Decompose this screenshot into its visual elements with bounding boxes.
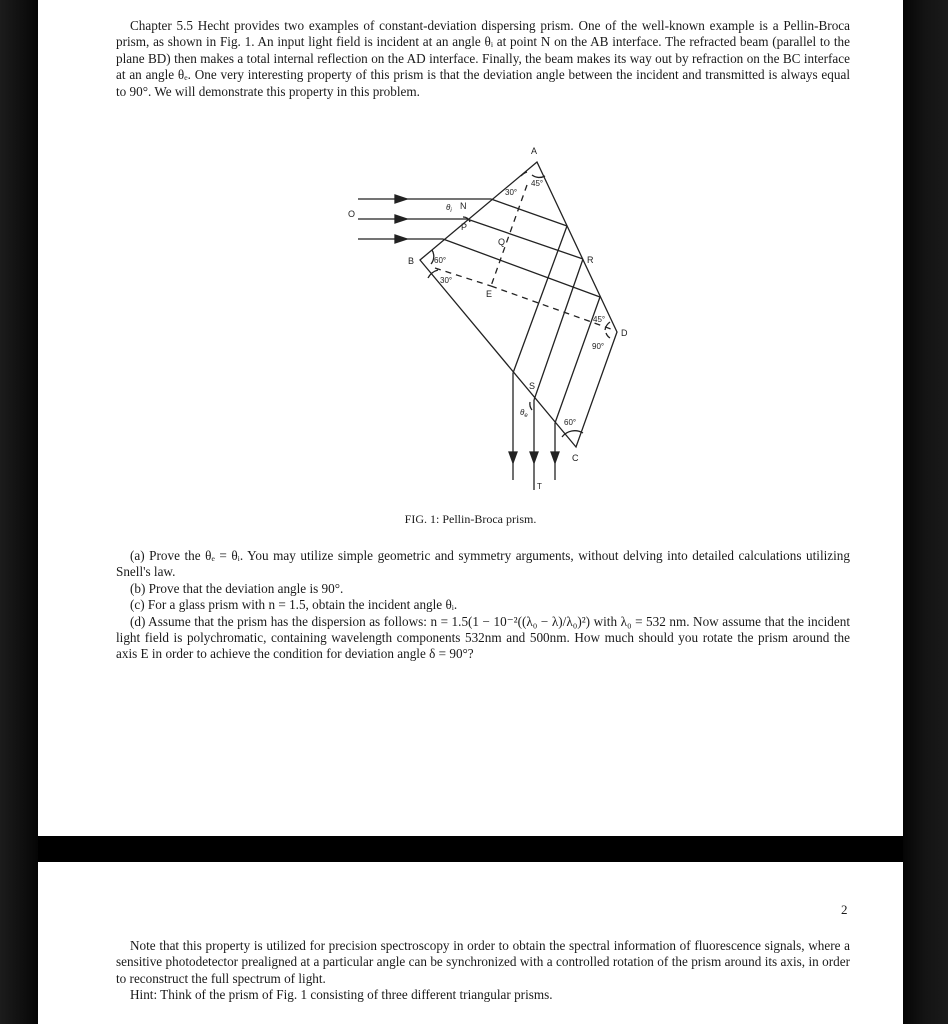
note-paragraph: Note that this property is utilized for precision spectroscopy in order to obtain the spectral information of fluorescence signals, where a sensitive photodetector prealigned at a particular angle can be synchronized with a controlled rotation of the prism around its axis, in order to reconstruct the full spectrum of light.	[116, 938, 850, 986]
viewer-left-margin	[0, 0, 38, 1024]
hint-paragraph: Hint: Think of the prism of Fig. 1 consisting of three different triangular prisms.	[130, 987, 553, 1003]
angle-c-60-label: 60°	[564, 418, 577, 427]
angle-a-30-label: 30°	[505, 188, 518, 197]
page-number: 2	[841, 902, 848, 917]
vertex-label-d: D	[621, 328, 628, 338]
point-label-o: O	[348, 209, 356, 219]
note-block	[116, 938, 850, 1004]
vertex-label-b: B	[408, 256, 415, 266]
point-label-e: E	[486, 289, 493, 299]
theta-e-label: $\theta_e$	[520, 408, 528, 419]
theta-i-label: $\theta_i$	[446, 203, 452, 214]
question-a: (a) Prove the θₑ = θᵢ. You may utilize simple geometric and symmetry arguments, without delving into detailed calculations utilizing Snell's law.	[116, 548, 850, 580]
page-separator	[38, 836, 903, 862]
angle-a-45-label: 45°	[531, 179, 544, 188]
point-label-n: N	[460, 201, 467, 211]
angle-b-30-label: 30°	[440, 276, 453, 285]
vertex-label-c: C	[572, 453, 579, 463]
page-1	[38, 0, 903, 836]
point-label-p: P	[461, 222, 468, 232]
vertex-label-a: A	[531, 146, 538, 156]
point-label-r: R	[587, 255, 594, 265]
angle-d-45-label: 45°	[593, 315, 606, 324]
angle-d-90-label: 90°	[592, 342, 605, 351]
intro-text: Chapter 5.5 Hecht provides two examples of constant-deviation dispersing prism. One of the well-known example is a Pellin-Broca prism, as shown in Fig. 1. An input light field is incident at an angle θᵢ at point N on the AB interface. The refracted beam (parallel to the plane BD) then makes a total internal reflection on the AD interface. Finally, the beam makes its way out by refraction on the BC interface at an angle θₑ. One very interesting property of this prism is that the deviation angle between the incident and transmitted is always equal to 90°. We will demonstrate this property in this problem.	[116, 18, 850, 99]
question-b: (b) Prove that the deviation angle is 90°.	[130, 580, 344, 596]
figure-caption: FIG. 1: Pellin-Broca prism.	[404, 512, 537, 526]
point-label-t: T	[537, 482, 542, 491]
question-c: (c) For a glass prism with n = 1.5, obtain the incident angle θᵢ.	[130, 597, 458, 613]
page-2	[38, 862, 903, 1024]
question-d: (d) Assume that the prism has the dispersion as follows: n = 1.5(1 − 10⁻²((λ₀ − λ)/λ₀)²) with λ₀ = 532 nm. Now assume that the incident light field is polychromatic, containing wavelength components 532nm and 500nm. How much should you rotate the prism around the axis E in order to achieve the condition for deviation angle δ = 90°?	[116, 613, 850, 662]
point-label-s: S	[529, 381, 536, 391]
pellin-broca-prism-figure	[38, 0, 903, 520]
viewer-right-margin	[903, 0, 948, 1024]
angle-b-60-label: 60°	[434, 256, 447, 265]
questions-block	[116, 548, 850, 663]
point-label-q: Q	[498, 237, 506, 247]
